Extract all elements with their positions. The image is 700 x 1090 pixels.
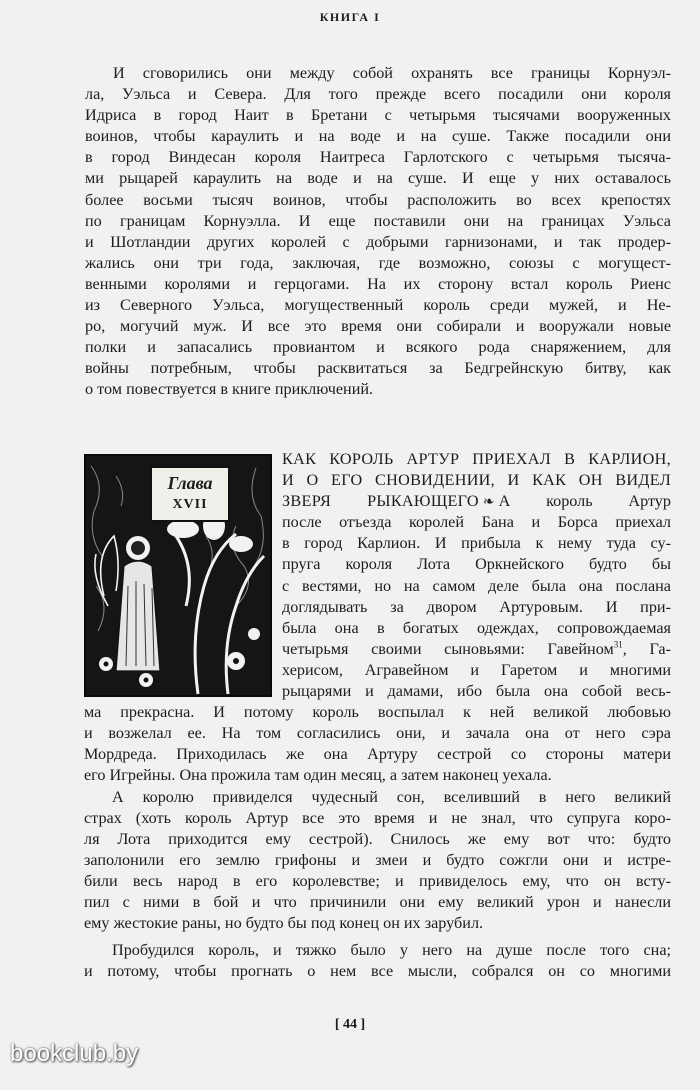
text-line: и возжелал ее. На том согласились они, и зачала она от него сэра	[84, 724, 671, 743]
text-line: А королю привиделся чудесный сон, вселивший в него великий	[112, 787, 671, 806]
text-line: его Игрейны. Она прожила там один месяц, а затем наконец уехала.	[84, 766, 552, 785]
text-line: полки и запасались провиантом и всякого рода снаряжением, для	[85, 338, 671, 357]
text-line: Мордреда. Приходилась же она Артуру сестрой со стороны матери	[84, 745, 671, 764]
text-line: пил с ними в бой и что причинили они ему великий урон и нанесли	[84, 892, 671, 911]
page-number: [ 44 ]	[334, 1017, 366, 1032]
text-line: была она в богатых одеждах, сопровождаемая	[282, 618, 671, 637]
text-line: доглядывать за двором Артуровым. И при-	[282, 597, 671, 616]
text-segment: четырьмя своими сыновьями: Гавейном	[282, 639, 614, 658]
text-line: рыцарями и дамами, ибо была она собой весь-	[282, 682, 671, 701]
chapter-heading-line: И О ЕГО СНОВИДЕНИИ, И КАК ОН ВИДЕЛ	[282, 471, 671, 490]
text-line: в город Карлион. И прибыла к нему туда су-	[282, 534, 671, 553]
text-line: жались они три года, заключая, где возможно, союзы с могущест-	[85, 253, 671, 272]
text-line: ма прекрасна. И потому король воспылал к ней великой любовью	[84, 703, 671, 722]
text-line: о том повествуется в книге приключений.	[85, 380, 374, 399]
text-line: ми рыцарей караулить на воде и на суше. И еще у них оставалось	[85, 169, 671, 188]
text-line: более восьми тысяч воинов, чтобы расположить во всех крепостях	[85, 190, 671, 209]
running-head: КНИГА I	[319, 10, 381, 24]
text-line: воинов, чтобы караулить и на воде и на суше. Также посадили они	[85, 127, 671, 146]
text-line: пруга короля Лота Оркнейского будто бы	[282, 555, 671, 574]
text-line: и Шотландии других королей с добрыми гарнизонами, и так продер-	[85, 232, 671, 251]
text-line: заполонили его землю грифоны и змеи и будто сожгли они и истре-	[84, 850, 671, 869]
text-line: Пробудился король, и тяжко было у него на душе после того сна;	[112, 941, 671, 960]
text-line: после отъезда королей Бана и Борса приехал	[282, 513, 671, 532]
text-line: с вестями, но на самом деле была она послана	[282, 576, 671, 595]
text-line: ро, могучий муж. И все это время они собирали и вооружали новые	[85, 317, 671, 336]
paragraph-1	[85, 63, 671, 401]
chapter-side-column	[282, 449, 671, 702]
text-line: ему жестокие раны, но будто бы под конец он их зарубил.	[84, 914, 484, 933]
chapter-heading-end-line	[282, 491, 671, 512]
text-line: ла, Уэльса и Севера. Для того прежде всего посадили они короля	[85, 85, 671, 104]
chapter-heading-end: ЗВЕРЯ РЫКАЮЩЕГО	[282, 492, 479, 511]
text-line: и потому, чтобы прогнать о нем все мысли, собрался он со многими	[84, 962, 671, 981]
chapter-xvii-text	[84, 449, 671, 982]
text-segment: , Га-	[622, 639, 671, 658]
text-line: били весь народ в его королевстве; и привиделось ему, что он всту-	[84, 871, 671, 890]
text-line: в город Виндесан короля Наитреса Гарлотского с четырьмя тысяча-	[85, 148, 671, 167]
text-line: И сговорились они между собой охранять все границы Корнуэл-	[113, 64, 671, 82]
text-line: войны потребным, чтобы расквитаться за Бедгрейнскую битву, как	[85, 359, 671, 378]
chapter-word: Глава	[167, 473, 213, 493]
chapter-number: XVII	[172, 497, 208, 512]
site-watermark: bookclub.by	[10, 1040, 139, 1067]
chapter-heading-line: КАК КОРОЛЬ АРТУР ПРИЕХАЛ В КАРЛИОН,	[282, 450, 671, 468]
text-line: ля Лота приходится ему сестрой). Снилось же ему вот что: будто	[84, 829, 671, 848]
text-line-with-footnote	[282, 639, 671, 660]
text-line: венными королями и герцогами. На их сторону встал король Риенс	[85, 274, 671, 293]
text-line: по границам Корнуэлла. И еще поставили они на границах Уэльса	[85, 211, 671, 230]
leaf-ornament-icon: ❧	[482, 495, 495, 511]
footnote-marker[interactable]: 31	[613, 639, 623, 650]
text-line: страх (хоть король Артур все это время и не знал, что супруга коро-	[84, 808, 671, 827]
text-line: Идриса в город Наит в Бретани с четырьмя тысячами вооруженных	[85, 106, 671, 125]
chapter-text-start: А король Артур	[498, 492, 671, 511]
text-line: из Северного Уэльса, могущественный король среди мужей, и Не-	[85, 296, 671, 315]
text-line: херисом, Агравейном и Гаретом и многими	[282, 660, 671, 679]
